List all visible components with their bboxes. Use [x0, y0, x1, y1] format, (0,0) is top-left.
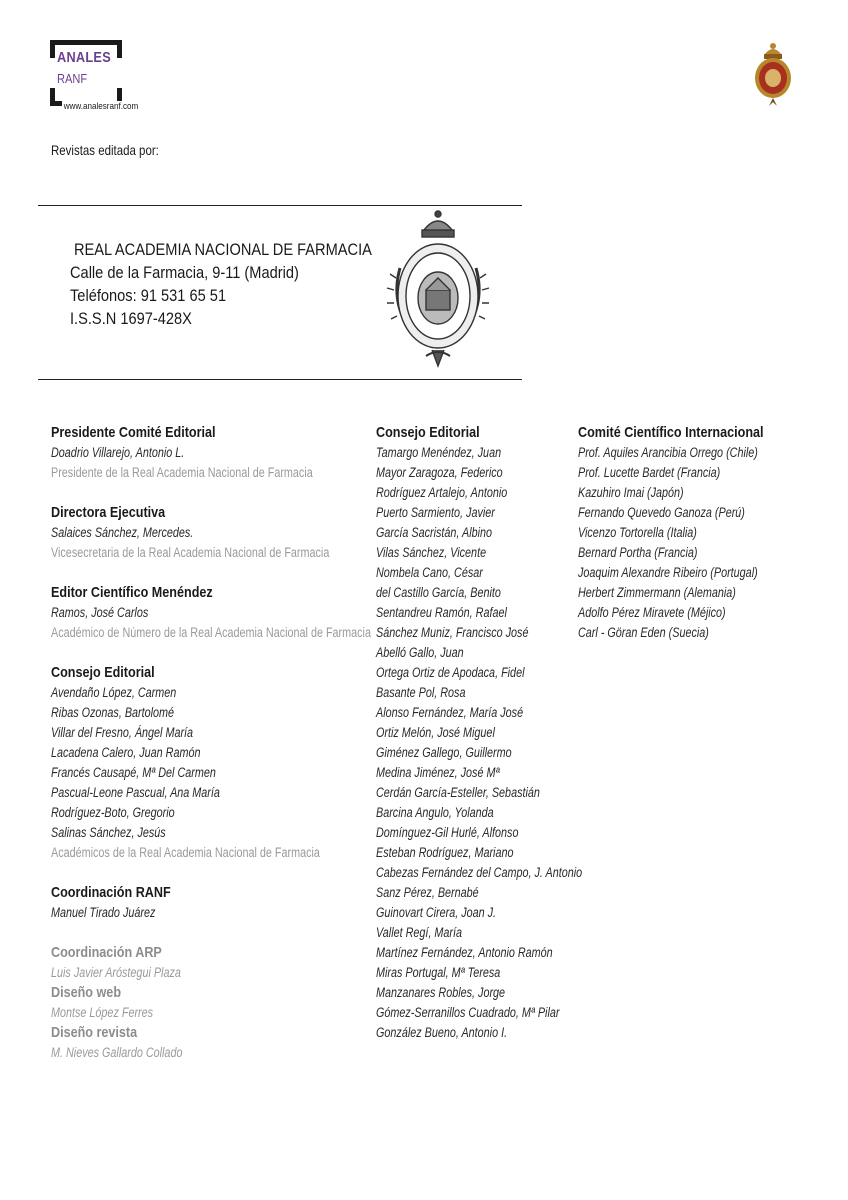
committee-member: Prof. Lucette Bardet (Francia): [578, 465, 721, 480]
council-member: Ribas Ozonas, Bartolomé: [51, 705, 175, 720]
council-member: Miras Portugal, Mª Teresa: [376, 965, 501, 980]
committee-member: Prof. Aquiles Arancibia Orrego (Chile): [578, 445, 758, 460]
council-member: Basante Pol, Rosa: [376, 685, 466, 700]
council-member: Rodríguez-Boto, Gregorio: [51, 805, 175, 820]
council-member: Gómez-Serranillos Cuadrado, Mª Pilar: [376, 1005, 560, 1020]
council-member: Giménez Gallego, Guillermo: [376, 745, 512, 760]
council-member: Mayor Zaragoza, Federico: [376, 465, 503, 480]
committee-member: Fernando Quevedo Ganoza (Perú): [578, 505, 745, 520]
committee-member: Herbert Zimmermann (Alemania): [578, 585, 736, 600]
council-member: Esteban Rodríguez, Mariano: [376, 845, 514, 860]
committee-member: Bernard Portha (Francia): [578, 545, 698, 560]
council-member: Martínez Fernández, Antonio Ramón: [376, 945, 553, 960]
web-design-name: Montse López Ferres: [51, 1005, 154, 1020]
director-role: Vicesecretaria de la Real Academia Nacional de Farmacia: [51, 545, 330, 560]
council-member: Sentandreu Ramón, Rafael: [376, 605, 507, 620]
edited-by-label: Revistas editada por:: [51, 142, 159, 158]
coord-ranf-name: Manuel Tirado Juárez: [51, 905, 156, 920]
council-member: Guinovart Cirera, Joan J.: [376, 905, 497, 920]
section-title-council-2: Consejo Editorial: [376, 424, 480, 441]
council-role: Académicos de la Real Academia Nacional de Farmacia: [51, 845, 320, 860]
academy-issn: I.S.S.N 1697-428X: [70, 309, 192, 328]
council-member: Cerdán García-Esteller, Sebastián: [376, 785, 540, 800]
council-member: Lacadena Calero, Juan Ramón: [51, 745, 201, 760]
committee-member: Vicenzo Tortorella (Italia): [578, 525, 697, 540]
council-member: Sánchez Muniz, Francisco José: [376, 625, 529, 640]
academy-seal-small-icon: [752, 40, 794, 108]
council-member: Tamargo Menéndez, Juan: [376, 445, 502, 460]
academy-name: REAL ACADEMIA NACIONAL DE FARMACIA: [74, 240, 372, 259]
magazine-design-name: M. Nieves Gallardo Collado: [51, 1045, 183, 1060]
council-member: Francés Causapé, Mª Del Carmen: [51, 765, 216, 780]
council-member: Manzanares Robles, Jorge: [376, 985, 506, 1000]
logo-url[interactable]: www.analesranf.com: [63, 101, 139, 112]
council-member: del Castillo García, Benito: [376, 585, 501, 600]
committee-member: Carl - Göran Eden (Suecia): [578, 625, 709, 640]
president-name: Doadrio Villarejo, Antonio L.: [51, 445, 185, 460]
section-title-council: Consejo Editorial: [51, 664, 155, 681]
anales-ranf-logo: [50, 40, 160, 120]
council-member: Villar del Fresno, Ángel María: [51, 725, 194, 740]
council-member: Sanz Pérez, Bernabé: [376, 885, 479, 900]
section-title-coord-ranf: Coordinación RANF: [51, 884, 171, 901]
academy-info: [70, 238, 420, 330]
council-member: Alonso Fernández, María José: [376, 705, 524, 720]
section-title-coord-arp: Coordinación ARP: [51, 944, 162, 961]
council-member: Puerto Sarmiento, Javier: [376, 505, 495, 520]
council-member: Salinas Sánchez, Jesús: [51, 825, 166, 840]
academy-seal-large-icon: [382, 208, 494, 372]
council-member: González Bueno, Antonio I.: [376, 1025, 508, 1040]
council-member: Rodríguez Artalejo, Antonio: [376, 485, 508, 500]
committee-member: Joaquim Alexandre Ribeiro (Portugal): [578, 565, 758, 580]
column-international-committee: [578, 423, 803, 643]
president-role: Presidente de la Real Academia Nacional de Farmacia: [51, 465, 313, 480]
council-member: Barcina Angulo, Yolanda: [376, 805, 494, 820]
director-name: Salaices Sánchez, Mercedes.: [51, 525, 194, 540]
council-member: Ortiz Melón, José Miguel: [376, 725, 495, 740]
section-title-web-design: Diseño web: [51, 984, 122, 1001]
divider-top: [38, 205, 522, 206]
council-member: Ortega Ortiz de Apodaca, Fidel: [376, 665, 525, 680]
section-title-editor: Editor Científico Menéndez: [51, 584, 213, 601]
council-member: Vallet Regí, María: [376, 925, 463, 940]
logo-subtitle: RANF: [57, 71, 88, 86]
committee-member: Kazuhiro Imai (Japón): [578, 485, 684, 500]
section-title-international: Comité Científico Internacional: [578, 424, 764, 441]
council-member: Cabezas Fernández del Campo, J. Antonio: [376, 865, 583, 880]
divider-bottom: [38, 379, 522, 380]
logo-title: ANALES: [57, 49, 111, 66]
coord-arp-name: Luis Javier Aróstegui Plaza: [51, 965, 181, 980]
editor-name: Ramos, José Carlos: [51, 605, 149, 620]
council-member: Nombela Cano, César: [376, 565, 483, 580]
council-member: Vilas Sánchez, Vicente: [376, 545, 487, 560]
section-title-director: Directora Ejecutiva: [51, 504, 166, 521]
council-member: Abelló Gallo, Juan: [376, 645, 464, 660]
council-member: Avendaño López, Carmen: [51, 685, 177, 700]
committee-member: Adolfo Pérez Miravete (Méjico): [578, 605, 726, 620]
section-title-magazine-design: Diseño revista: [51, 1024, 138, 1041]
academy-phones: Teléfonos: 91 531 65 51: [70, 286, 227, 305]
editor-role: Académico de Número de la Real Academia Nacional de Farmacia: [51, 625, 371, 640]
council-member: Medina Jiménez, José Mª: [376, 765, 500, 780]
section-title-president: Presidente Comité Editorial: [51, 424, 216, 441]
academy-address: Calle de la Farmacia, 9-11 (Madrid): [70, 263, 299, 282]
council-member: Pascual-Leone Pascual, Ana María: [51, 785, 220, 800]
council-member: García Sacristán, Albino: [376, 525, 493, 540]
council-member: Domínguez-Gil Hurlé, Alfonso: [376, 825, 519, 840]
